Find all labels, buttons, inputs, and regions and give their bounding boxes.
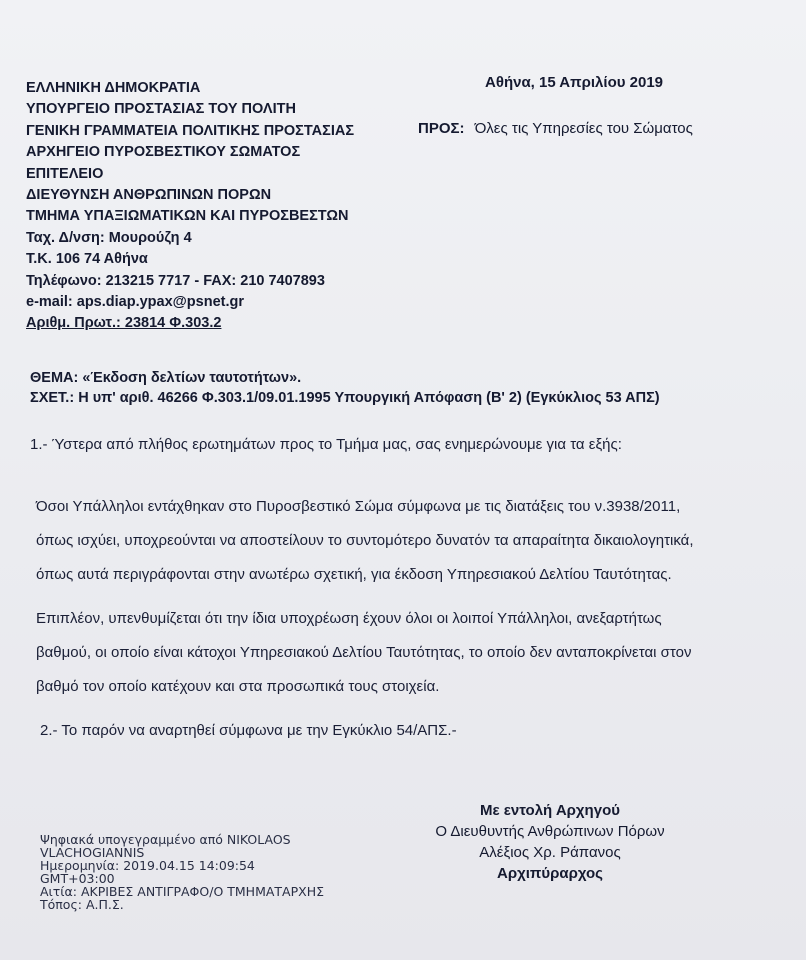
digital-signature-stamp — [40, 833, 324, 911]
protocol-number: Αριθμ. Πρωτ.: 23814 Φ.303.2 — [26, 315, 222, 332]
recipient-value: Όλες τις Υπηρεσίες του Σώματος — [474, 120, 693, 137]
signature-block — [400, 800, 700, 884]
signature-rank: Αρχιπύραρχος — [497, 865, 603, 882]
paragraph-2-line: Όσοι Υπάλληλοι εντάχθηκαν στο Πυροσβεστικό Σώμα σύμφωνα με τις διατάξεις του ν.3938/2011, — [36, 498, 681, 515]
paragraph-2-line: όπως ισχύει, υποχρεούνται να αποστείλουν το συντομότερο δυνατόν τα απαραίτητα δικαιολογητικά, — [36, 532, 694, 549]
subject-block — [30, 368, 660, 408]
sender-line: ΕΠΙΤΕΛΕΙΟ — [26, 165, 104, 182]
paragraph-3-line: Επιπλέον, υπενθυμίζεται ότι την ίδια υποχρέωση έχουν όλοι οι λοιποί Υπάλληλοι, ανεξαρτήτως — [36, 610, 662, 627]
digital-signature-line: VLACHOGIANNIS — [40, 845, 145, 860]
sender-postcode: Τ.Κ. 106 74 Αθήνα — [26, 251, 148, 268]
sender-address: Ταχ. Δ/νση: Μουρούζη 4 — [26, 229, 192, 246]
digital-signature-line: GMT+03:00 — [40, 871, 115, 886]
recipient — [418, 120, 693, 137]
sender-line: ΤΜΗΜΑ ΥΠΑΞΙΩΜΑΤΙΚΩΝ ΚΑΙ ΠΥΡΟΣΒΕΣΤΩΝ — [26, 208, 349, 225]
sender-email: e-mail: aps.diap.ypax@psnet.gr — [26, 294, 245, 311]
paragraph-3-line: βαθμό τον οποίο κατέχουν και στα προσωπικά τους στοιχεία. — [36, 678, 440, 695]
subject-thema: ΘΕΜΑ: «Έκδοση δελτίων ταυτοτήτων». — [30, 370, 302, 386]
signature-line-2: Ο Διευθυντής Ανθρώπινων Πόρων — [435, 823, 665, 840]
sender-line: ΓΕΝΙΚΗ ΓΡΑΜΜΑΤΕΙΑ ΠΟΛΙΤΙΚΗΣ ΠΡΟΣΤΑΣΙΑΣ — [26, 122, 355, 139]
paragraph-1: 1.- Ύστερα από πλήθος ερωτημάτων προς το Τμήμα μας, σας ενημερώνουμε για τα εξής: — [30, 436, 622, 453]
paragraph-3 — [36, 602, 771, 704]
paragraph-4: 2.- Το παρόν να αναρτηθεί σύμφωνα με την Εγκύκλιο 54/ΑΠΣ.- — [40, 722, 457, 739]
digital-signature-line: Τόπος: Α.Π.Σ. — [40, 897, 124, 912]
paragraph-3-line: βαθμού, οι οποίο είναι κάτοχοι Υπηρεσιακού Δελτίου Ταυτότητας, το οποίο δεν ανταποκρίνεται στον — [36, 644, 692, 661]
sender-line: ΥΠΟΥΡΓΕΙΟ ΠΡΟΣΤΑΣΙΑΣ ΤΟΥ ΠΟΛΙΤΗ — [26, 101, 296, 118]
signature-name: Αλέξιος Χρ. Ράπανος — [479, 844, 621, 861]
signature-line-1: Με εντολή Αρχηγού — [480, 802, 620, 819]
digital-signature-line: Αιτία: ΑΚΡΙΒΕΣ ΑΝΤΙΓΡΑΦΟ/Ο ΤΜΗΜΑΤΑΡΧΗΣ — [40, 884, 324, 899]
subject-sxet: ΣΧΕΤ.: Η υπ' αριθ. 46266 Φ.303.1/09.01.1995 Υπουργική Απόφαση (Β' 2) (Εγκύκλιος 53 ΑΠΣ) — [30, 390, 660, 406]
paragraph-2-line: όπως αυτά περιγράφονται στην ανωτέρω σχετική, για έκδοση Υπηρεσιακού Δελτίου Ταυτότητας. — [36, 566, 672, 583]
digital-signature-line: Ημερομηνία: 2019.04.15 14:09:54 — [40, 858, 255, 873]
sender-line: ΕΛΛΗΝΙΚΗ ΔΗΜΟΚΡΑΤΙΑ — [26, 80, 201, 96]
sender-line: ΔΙΕΥΘΥΝΣΗ ΑΝΘΡΩΠΙΝΩΝ ΠΟΡΩΝ — [26, 187, 272, 204]
sender-block — [26, 78, 354, 335]
document-date: Αθήνα, 15 Απριλίου 2019 — [485, 74, 664, 91]
sender-phone: Τηλέφωνο: 213215 7717 - FAX: 210 7407893 — [26, 272, 325, 289]
digital-signature-line: Ψηφιακά υπογεγραμμένο από NIKOLAOS — [40, 832, 291, 847]
recipient-label: ΠΡΟΣ: — [418, 120, 465, 137]
sender-line: ΑΡΧΗΓΕΙΟ ΠΥΡΟΣΒΕΣΤΙΚΟΥ ΣΩΜΑΤΟΣ — [26, 144, 301, 161]
paragraph-2 — [36, 490, 771, 592]
